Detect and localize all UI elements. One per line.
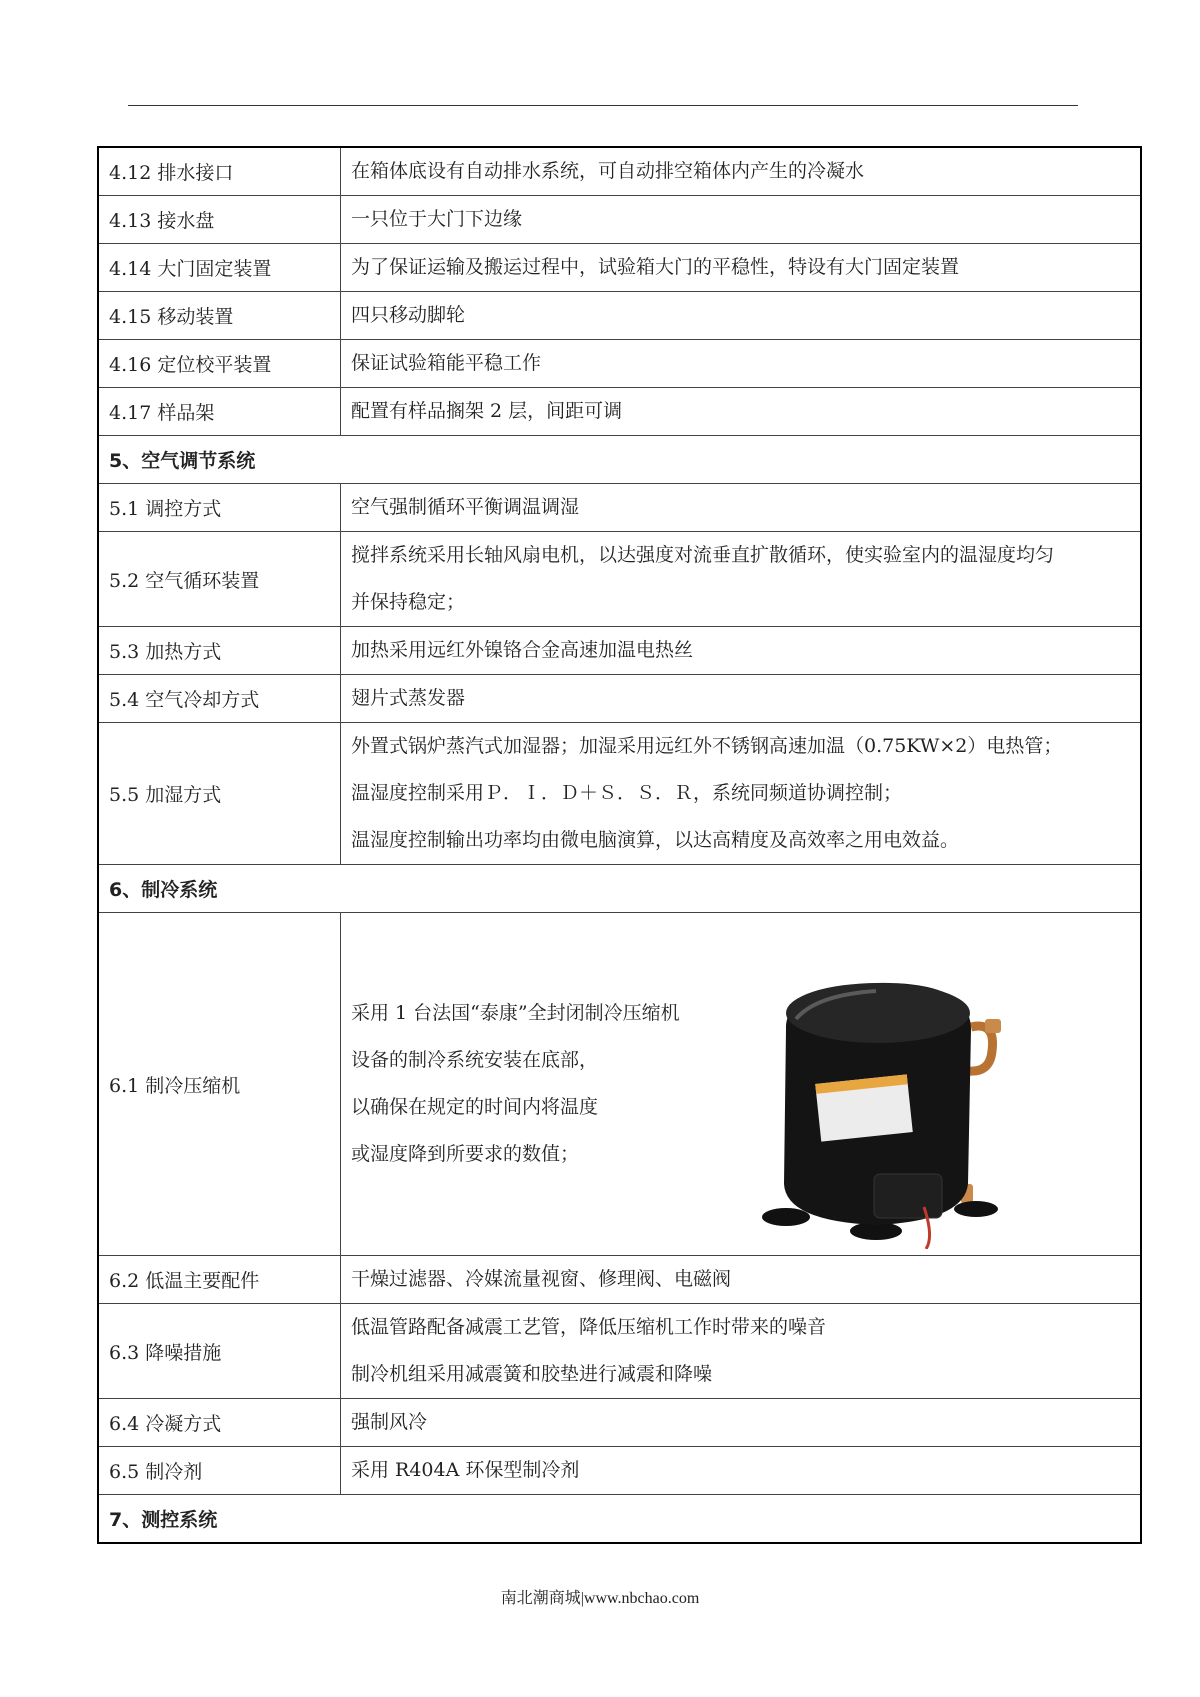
row-label: 4.12 排水接口: [98, 147, 341, 196]
row-label: 5.4 空气冷却方式: [98, 675, 341, 723]
table-row: [98, 292, 1141, 340]
table-row: [98, 147, 1141, 196]
section-row: [98, 865, 1141, 913]
row-value: 外置式锅炉蒸汽式加湿器；加湿采用远红外不锈钢高速加温（0.75KW×2）电热管； 温湿度控制采用Ｐ．Ｉ．Ｄ＋Ｓ．Ｓ．Ｒ，系统同频道协调控制； 温湿度控制输出功率均由微电脑演算，以达高精度及高效率之用电效益。: [341, 723, 1142, 865]
table-row: [98, 1256, 1141, 1304]
page-footer[interactable]: 南北潮商城|www.nbchao.com: [500, 1590, 700, 1607]
row-label: 4.13 接水盘: [98, 196, 341, 244]
spec-table: [97, 146, 1142, 1544]
row-label: 6.2 低温主要配件: [98, 1256, 341, 1304]
row-value: 搅拌系统采用长轴风扇电机，以达强度对流垂直扩散循环，使实验室内的温湿度均匀 并保持稳定；: [341, 532, 1142, 627]
section-row: [98, 436, 1141, 484]
row-label: 6.5 制冷剂: [98, 1447, 341, 1495]
row-value: 四只移动脚轮: [341, 292, 1142, 340]
row-value: 一只位于大门下边缘: [341, 196, 1142, 244]
row-label: 5.5 加湿方式: [98, 723, 341, 865]
row-value: 采用 R404A 环保型制冷剂: [341, 1447, 1142, 1495]
row-value: 强制风冷: [341, 1399, 1142, 1447]
table-row: [98, 340, 1141, 388]
table-row: [98, 532, 1141, 627]
table-row: [98, 484, 1141, 532]
table-row: [98, 1447, 1141, 1495]
row-value: 为了保证运输及搬运过程中，试验箱大门的平稳性，特设有大门固定装置: [341, 244, 1142, 292]
row-value: 采用 1 台法国“泰康”全封闭制冷压缩机 设备的制冷系统安装在底部， 以确保在规定的时间内将温度 或湿度降到所要求的数值；: [341, 913, 1142, 1256]
section-heading: 5、空气调节系统: [98, 436, 1141, 484]
row-label: 6.4 冷凝方式: [98, 1399, 341, 1447]
section-heading: 7、测控系统: [98, 1495, 1141, 1544]
table-row: [98, 627, 1141, 675]
table-row: [98, 675, 1141, 723]
row-label: 6.1 制冷压缩机: [98, 913, 341, 1256]
row-value: 低温管路配备减震工艺管，降低压缩机工作时带来的噪音 制冷机组采用减震簧和胶垫进行减震和降噪: [341, 1304, 1142, 1399]
row-label: 4.14 大门固定装置: [98, 244, 341, 292]
section-row: [98, 1495, 1141, 1544]
header-rule: [128, 105, 1078, 106]
table-row: [98, 1304, 1141, 1399]
row-value: 在箱体底设有自动排水系统，可自动排空箱体内产生的冷凝水: [341, 147, 1142, 196]
row-value: 干燥过滤器、冷媒流量视窗、修理阀、电磁阀: [341, 1256, 1142, 1304]
row-value: 配置有样品搁架 2 层，间距可调: [341, 388, 1142, 436]
row-label: 4.15 移动装置: [98, 292, 341, 340]
table-row: [98, 196, 1141, 244]
row-label: 4.16 定位校平装置: [98, 340, 341, 388]
table-row: [98, 388, 1141, 436]
row-label: 4.17 样品架: [98, 388, 341, 436]
table-row: [98, 723, 1141, 865]
row-label: 5.3 加热方式: [98, 627, 341, 675]
table-row: [98, 913, 1141, 1256]
row-value: 保证试验箱能平稳工作: [341, 340, 1142, 388]
row-value: 翅片式蒸发器: [341, 675, 1142, 723]
row-value: 加热采用远红外镍铬合金高速加温电热丝: [341, 627, 1142, 675]
row-value: 空气强制循环平衡调温调湿: [341, 484, 1142, 532]
section-heading: 6、制冷系统: [98, 865, 1141, 913]
table-row: [98, 1399, 1141, 1447]
row-label: 5.1 调控方式: [98, 484, 341, 532]
table-row: [98, 244, 1141, 292]
row-label: 6.3 降噪措施: [98, 1304, 341, 1399]
row-label: 5.2 空气循环装置: [98, 532, 341, 627]
